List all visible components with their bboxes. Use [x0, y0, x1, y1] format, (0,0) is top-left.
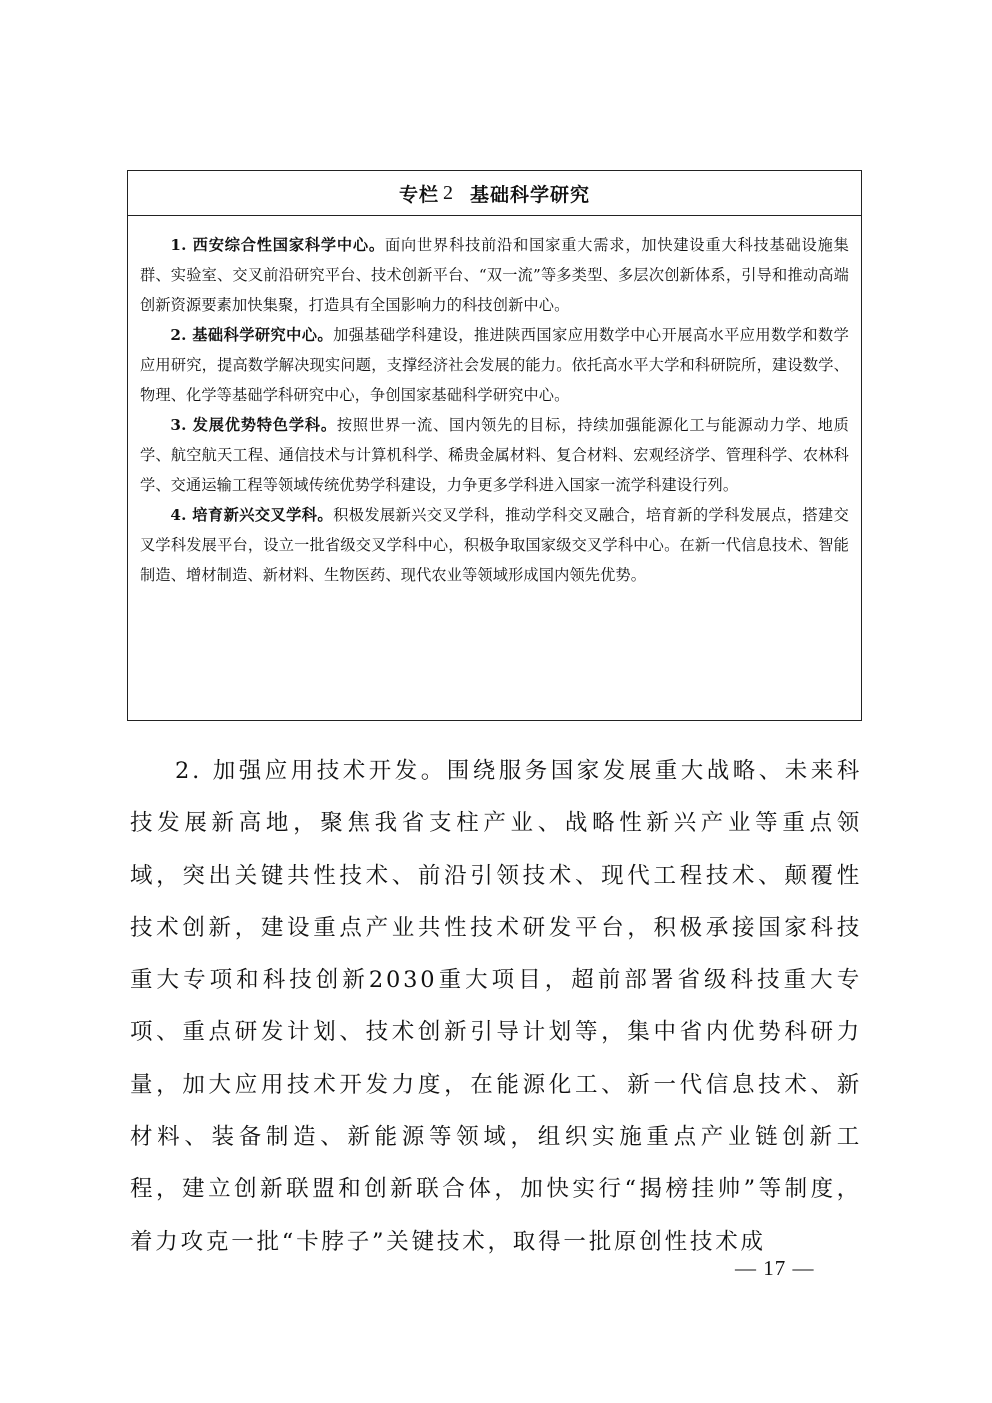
box-item-text: 按照世界一流、国内领先的目标，持续加强能源化工与能源动力学、地质学、航空航天工程、通信技术与计算机科学、稀贵金属材料、复合材料、宏观经济学、管理科学、农林科学、交通运输工程等领域传统优势学科建设，力争更多学科进入国家一流学科建设行列。 [140, 416, 849, 494]
box-item-heading: 4. 培育新兴交叉学科。 [170, 506, 334, 524]
box-title [128, 171, 861, 216]
box-item-heading: 3. 发展优势特色学科。 [170, 416, 337, 434]
main-text [130, 745, 862, 1268]
page-number: — 17 — [735, 1256, 815, 1280]
box-item [140, 320, 849, 410]
box-item-heading: 1. 西安综合性国家科学中心。 [170, 236, 385, 254]
box-item-text: 积极发展新兴交叉学科，推动学科交叉融合，培育新的学科发展点，搭建交叉学科发展平台，设立一批省级交叉学科中心，积极争取国家级交叉学科中心。在新一代信息技术、智能制造、增材制造、新材料、生物医药、现代农业等领域形成国内领先优势。 [140, 506, 849, 584]
box-title-number: 2 [443, 181, 454, 204]
body-paragraph: 2. 加强应用技术开发。围绕服务国家发展重大战略、未来科技发展新高地，聚焦我省支柱产业、战略性新兴产业等重点领域，突出关键共性技术、前沿引领技术、现代工程技术、颠覆性技术创新，建设重点产业共性技术研发平台，积极承接国家科技重大专项和科技创新2030重大项目，超前部署省级科技重大专项、重点研发计划、技术创新引导计划等，集中省内优势科研力量，加大应用技术开发力度，在能源化工、新一代信息技术、新材料、装备制造、新能源等领域，组织实施重点产业链创新工程，建立创新联盟和创新联合体，加快实行“揭榜挂帅”等制度，着力攻克一批“卡脖子”关键技术，取得一批原创性技术成 [130, 758, 862, 1255]
box-title-text: 基础科学研究 [470, 183, 591, 206]
box-item-text: 面向世界科技前沿和国家重大需求，加快建设重大科技基础设施集群、实验室、交叉前沿研究平台、技术创新平台、“双一流”等多类型、多层次创新体系，引导和推动高端创新资源要素加快集聚，打造具有全国影响力的科技创新中心。 [140, 236, 849, 314]
box-title-prefix: 专栏 [398, 183, 439, 206]
box-item [140, 230, 849, 320]
feature-box [127, 170, 862, 721]
box-item [140, 410, 849, 500]
box-item-text: 加强基础学科建设，推进陕西国家应用数学中心开展高水平应用数学和数学应用研究，提高数学解决现实问题，支撑经济社会发展的能力。依托高水平大学和科研院所，建设数学、物理、化学等基础学科研究中心，争创国家基础科学研究中心。 [140, 326, 849, 404]
box-item-heading: 2. 基础科学研究中心。 [170, 326, 334, 344]
box-body [128, 216, 861, 590]
box-item [140, 500, 849, 590]
